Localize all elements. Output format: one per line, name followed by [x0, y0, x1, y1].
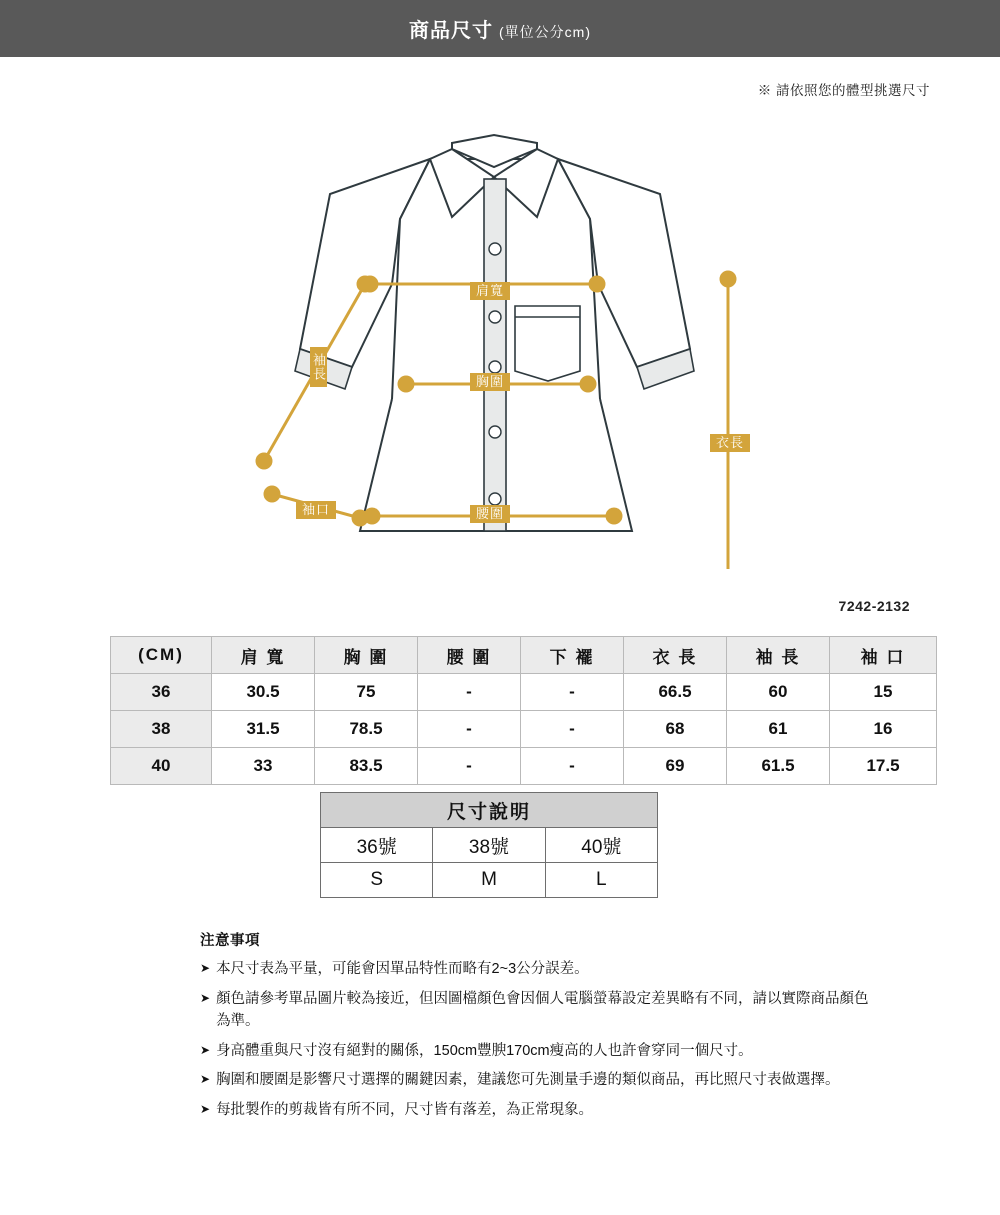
header-bar: [0, 0, 1000, 57]
table-row: [111, 748, 937, 785]
table-cell: 31.5: [212, 711, 315, 748]
note-text: 顏色請參考單品圖片較為接近，但因圖檔顏色會因個人電腦螢幕設定差異略有不同，請以實際商品顏色為準。: [216, 990, 869, 1030]
table-cell: 69: [624, 748, 727, 785]
table-cell: -: [521, 748, 624, 785]
label-sleeve-length: 袖長: [310, 347, 327, 387]
notes-title: 注意事項: [200, 933, 260, 949]
label-waist: 腰圍: [470, 505, 510, 523]
size-table-header-row: [111, 637, 937, 674]
label-bust: 胸圍: [470, 373, 510, 391]
table-cell: 68: [624, 711, 727, 748]
size-table-header-cell: (CM): [111, 637, 212, 674]
bullet-icon: ➤: [200, 1042, 211, 1057]
product-code: 7242-2132: [838, 598, 910, 614]
table-cell: 83.5: [315, 748, 418, 785]
note-text: 本尺寸表為平量，可能會因單品特性而略有2~3公分誤差。: [216, 961, 589, 978]
size-table: [110, 636, 937, 785]
table-row: [111, 711, 937, 748]
size-table-header-cell: 袖 長: [727, 637, 830, 674]
list-item: [200, 1040, 880, 1062]
page-title-unit: (單位公分cm): [499, 24, 591, 40]
table-cell: 17.5: [830, 748, 937, 785]
list-item: [200, 958, 880, 980]
size-table-header-cell: 下 襬: [521, 637, 624, 674]
table-cell: 66.5: [624, 674, 727, 711]
label-length: 衣長: [710, 434, 750, 452]
garment-illustration: [0, 99, 1000, 569]
bullet-icon: ➤: [200, 1101, 211, 1116]
table-cell: 75: [315, 674, 418, 711]
note-text: 每批製作的剪裁皆有所不同，尺寸皆有落差，為正常現象。: [216, 1101, 594, 1118]
size-table-header-cell: 胸 圍: [315, 637, 418, 674]
list-item: [200, 1069, 880, 1091]
spec-cell-letter: M: [433, 863, 545, 898]
table-cell: 78.5: [315, 711, 418, 748]
table-cell: -: [521, 711, 624, 748]
table-cell: 60: [727, 674, 830, 711]
bullet-icon: ➤: [200, 1072, 211, 1087]
spec-cell-size: 40號: [545, 828, 657, 863]
table-cell: 61.5: [727, 748, 830, 785]
spec-cell-letter: S: [321, 863, 433, 898]
garment-diagram: [0, 99, 1000, 569]
table-cell: -: [521, 674, 624, 711]
table-cell: 15: [830, 674, 937, 711]
list-item: [200, 1099, 880, 1121]
table-cell: -: [418, 674, 521, 711]
size-table-container: [110, 636, 912, 785]
spec-table-letters-row: [321, 863, 658, 898]
spec-table-title: 尺寸說明: [321, 793, 658, 828]
label-cuff: 袖口: [296, 501, 336, 519]
size-table-header-cell: 衣 長: [624, 637, 727, 674]
notes-section: [200, 930, 880, 1128]
spec-cell-size: 38號: [433, 828, 545, 863]
table-row: [111, 674, 937, 711]
table-cell: 61: [727, 711, 830, 748]
table-cell: 40: [111, 748, 212, 785]
spec-cell-letter: L: [545, 863, 657, 898]
list-item: [200, 988, 880, 1033]
size-table-header-cell: 腰 圍: [418, 637, 521, 674]
size-table-header-cell: 肩 寬: [212, 637, 315, 674]
spec-table: [320, 792, 658, 898]
label-shoulder: 肩寬: [470, 282, 510, 300]
table-cell: -: [418, 748, 521, 785]
page-title: [409, 14, 591, 43]
table-cell: 36: [111, 674, 212, 711]
note-text: 身高體重與尺寸沒有絕對的關係，150cm豐腴170cm瘦高的人也許會穿同一個尺寸。: [216, 1042, 753, 1059]
table-cell: 33: [212, 748, 315, 785]
top-note: ※ 請依照您的體型挑選尺寸: [757, 83, 930, 98]
spec-cell-size: 36號: [321, 828, 433, 863]
table-cell: 16: [830, 711, 937, 748]
bullet-icon: ➤: [200, 990, 211, 1005]
size-table-header-cell: 袖 口: [830, 637, 937, 674]
spec-table-title-row: [321, 793, 658, 828]
spec-table-sizes-row: [321, 828, 658, 863]
spec-table-container: [320, 792, 658, 898]
bullet-icon: ➤: [200, 961, 211, 976]
table-cell: 30.5: [212, 674, 315, 711]
page-title-text: 商品尺寸: [409, 20, 493, 42]
table-cell: -: [418, 711, 521, 748]
table-cell: 38: [111, 711, 212, 748]
note-text: 胸圍和腰圍是影響尺寸選擇的關鍵因素，建議您可先測量手邊的類似商品，再比照尺寸表做選擇。: [216, 1072, 840, 1089]
